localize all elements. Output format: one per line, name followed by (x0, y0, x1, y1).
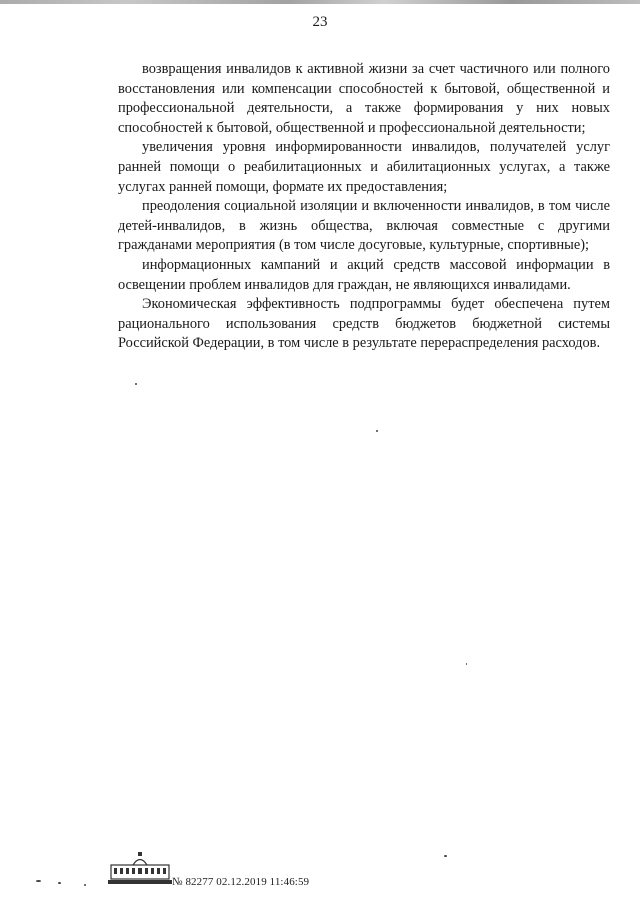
page-number: 23 (312, 14, 328, 30)
scan-speck (58, 882, 61, 884)
scan-speck (376, 430, 378, 432)
paragraph-2: увеличения уровня информированности инвалидов, получателей услуг ранней помощи о реабилитационных и абилитационных услугах, а также услугах ранней помощи, формате их предоставления; (118, 139, 610, 195)
page-footer (0, 840, 640, 905)
scan-speck (84, 884, 86, 886)
document-registration-stamp: № 82277 02.12.2019 11:46:59 (172, 876, 310, 888)
document-body (118, 60, 610, 354)
scan-speck (135, 383, 137, 385)
scan-speck (36, 880, 41, 882)
paragraph-5: Экономическая эффективность подпрограммы будет обеспечена путем рационального использования средств бюджетов бюджетной системы Российской Федерации, в том числе в результате перераспределения расходов. (118, 296, 610, 352)
government-building-emblem-icon (107, 850, 173, 886)
scan-top-edge (0, 0, 640, 4)
paragraph-4: информационных кампаний и акций средств массовой информации в освещении проблем инвалидов для граждан, не являющихся инвалидами. (118, 256, 610, 293)
paragraph-3: преодоления социальной изоляции и включенности инвалидов, в том числе детей-инвалидов, в жизнь общества, включая совместные с другими гражданами мероприятия (в том числе досуговые, культурные, спортивные); (118, 198, 610, 254)
paragraph-1: возвращения инвалидов к активной жизни за счет частичного или полного восстановления или компенсации способностей к бытовой, общественной и профессиональной деятельности, а также формирования у них новых способностей к бытовой, общественной и профессиональной деятельности; (118, 61, 610, 136)
scan-speck (466, 663, 467, 665)
